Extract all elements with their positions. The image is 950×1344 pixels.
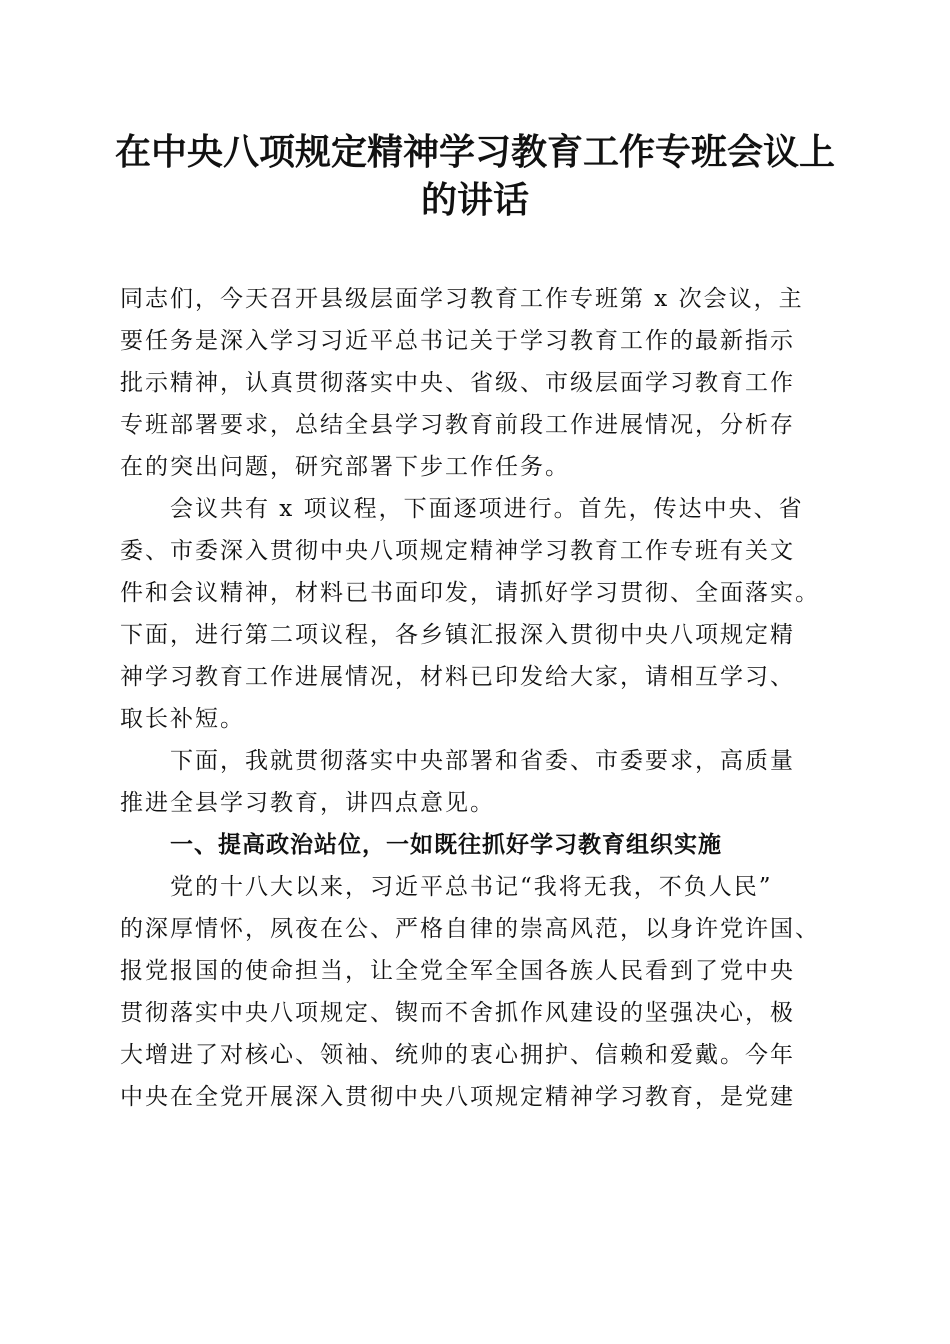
document-title [100,128,850,224]
body-line: 报党报国的使命担当，让全党全军全国各族人民看到了党中央 [120,958,795,984]
body-line: 推进全县学习教育，讲四点意见。 [120,790,495,816]
section-heading: 一、提高政治站位，一如既往抓好学习教育组织实施 [170,832,722,858]
body-line: 大增进了对核心、领袖、统帅的衷心拥护、信赖和爱戴。今年 [120,1042,795,1068]
title-line-2: 的讲话 [420,179,529,221]
body-line: 下面，进行第二项议程，各乡镇汇报深入贯彻中央八项规定精 [120,622,795,648]
title-line-1: 在中央八项规定精神学习教育工作专班会议上 [114,131,835,173]
body-line: 会议共有 x 项议程，下面逐项进行。首先，传达中央、省 [170,496,804,522]
body-line: 要任务是深入学习习近平总书记关于学习教育工作的最新指示 [120,328,795,354]
body-line: 中央在全党开展深入贯彻中央八项规定精神学习教育，是党建 [120,1084,795,1110]
body-line: 批示精神，认真贯彻落实中央、省级、市级层面学习教育工作 [120,370,795,396]
body-line: 件和会议精神，材料已书面印发，请抓好学习贯彻、全面落实。 [120,580,820,606]
body-line: 党的十八大以来，习近平总书记“我将无我，不负人民” [170,874,773,900]
document-body [120,278,832,1118]
body-line: 同志们，今天召开县级层面学习教育工作专班第 x 次会议，主 [120,286,804,312]
body-line: 在的突出问题，研究部署下步工作任务。 [120,454,570,480]
body-line: 神学习教育工作进展情况，材料已印发给大家，请相互学习、 [120,664,795,690]
body-line: 委、市委深入贯彻中央八项规定精神学习教育工作专班有关文 [120,538,795,564]
body-line: 下面，我就贯彻落实中央部署和省委、市委要求，高质量 [170,748,795,774]
body-line: 贯彻落实中央八项规定、锲而不舍抓作风建设的坚强决心，极 [120,1000,795,1026]
body-line: 的深厚情怀，夙夜在公、严格自律的崇高风范，以身许党许国、 [120,916,820,942]
body-line: 专班部署要求，总结全县学习教育前段工作进展情况，分析存 [120,412,795,438]
body-line: 取长补短。 [120,706,245,732]
